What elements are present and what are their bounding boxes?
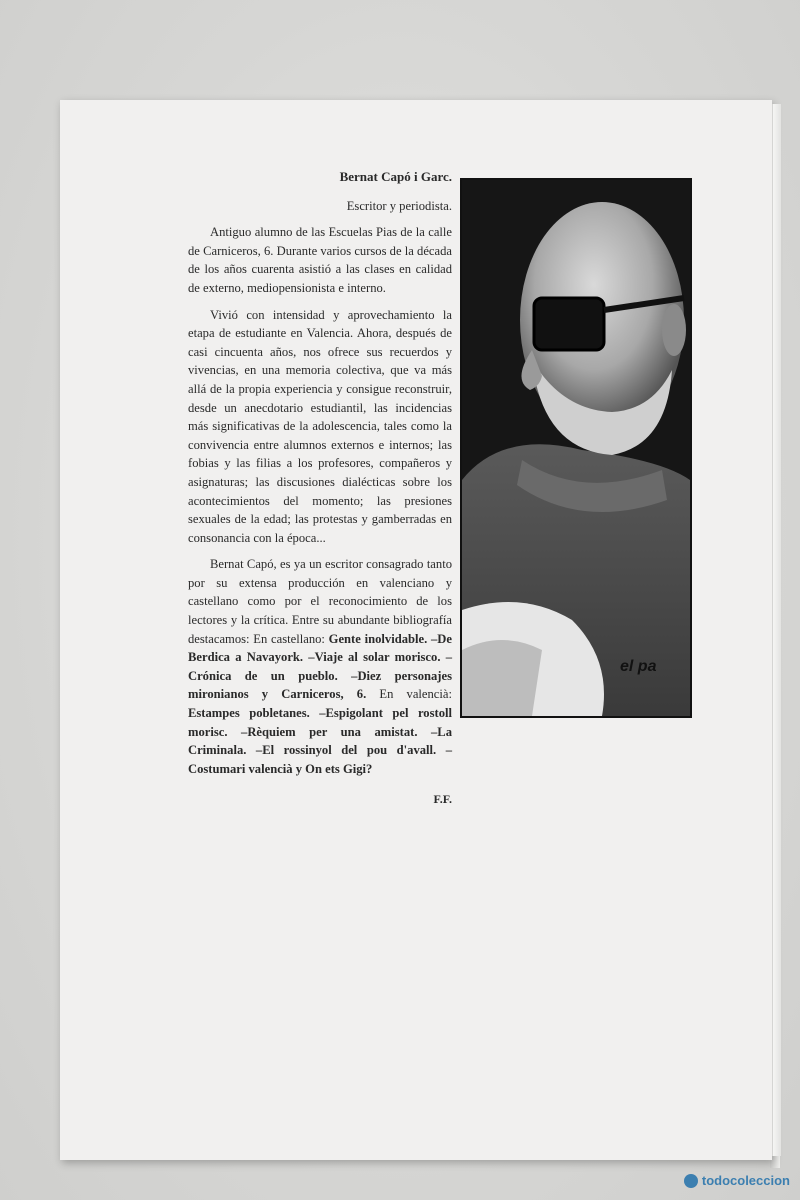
bibliography-intro: Bernat Capó, es ya un escritor consagrado tanto por su extensa producción en valenciano y castellano como por el reconocimiento de los lectores y la crítica. Entre su abundante bibliografía destacamos: En castellano: [188, 557, 452, 646]
bio-paragraph-3 [188, 555, 452, 778]
book-page-edge [772, 104, 781, 1156]
bio-paragraph-1: Antiguo alumno de las Escuelas Pias de la calle de Carniceros, 6. Durante varios cursos de la década de los años cuarenta asistió a las clases en calidad de externo, mediopensionista e interno. [188, 225, 452, 295]
author-title: Bernat Capó i Garc. [339, 169, 452, 184]
signature: F.F. [433, 792, 452, 807]
author-portrait [460, 178, 692, 718]
watermark-logo-icon [684, 1174, 698, 1188]
author-profession: Escritor y periodista. [346, 198, 452, 213]
author-portrait-graphic [462, 180, 690, 716]
back-cover-text [188, 168, 452, 821]
bio-paragraph-2: Vivió con intensidad y aprovechamiento la etapa de estudiante en Valencia. Ahora, después de casi cincuenta años, nos ofrece sus recuerdos y vivencias, en una memoria colectiva, que va más allá de la propia experiencia y consigue reconstruir, desde un anecdotario estudiantil, las incidencias más significativas de la adolescencia, tales como la convivencia entre alumnos externos e internos; las fobias y las filias a los profesores, compañeros y asignaturas; las discusiones dialécticas sobre los acontecimientos del momento; las presiones sexuales de la edad; las protestas y gamberradas en consonancia con la época... [188, 307, 452, 545]
watermark [684, 1173, 790, 1188]
newspaper-text: el pa [620, 658, 657, 675]
castellano-works: Gente inolvidable. –De Berdica a Navayork. –Viaje al solar morisco. –Crónica de un pueblo. –Diez personajes mironianos y Carniceros, 6. [188, 631, 452, 702]
valencia-label: En valencià: [366, 687, 452, 702]
valencia-works: Estampes pobletanes. –Espigolant pel rostoll morisc. –Rèquiem per una amistat. –La Criminala. –El rossinyol del pou d'avall. –Costumari valencià y On ets Gigi? [188, 706, 452, 776]
watermark-text: todocoleccion [701, 1173, 790, 1188]
